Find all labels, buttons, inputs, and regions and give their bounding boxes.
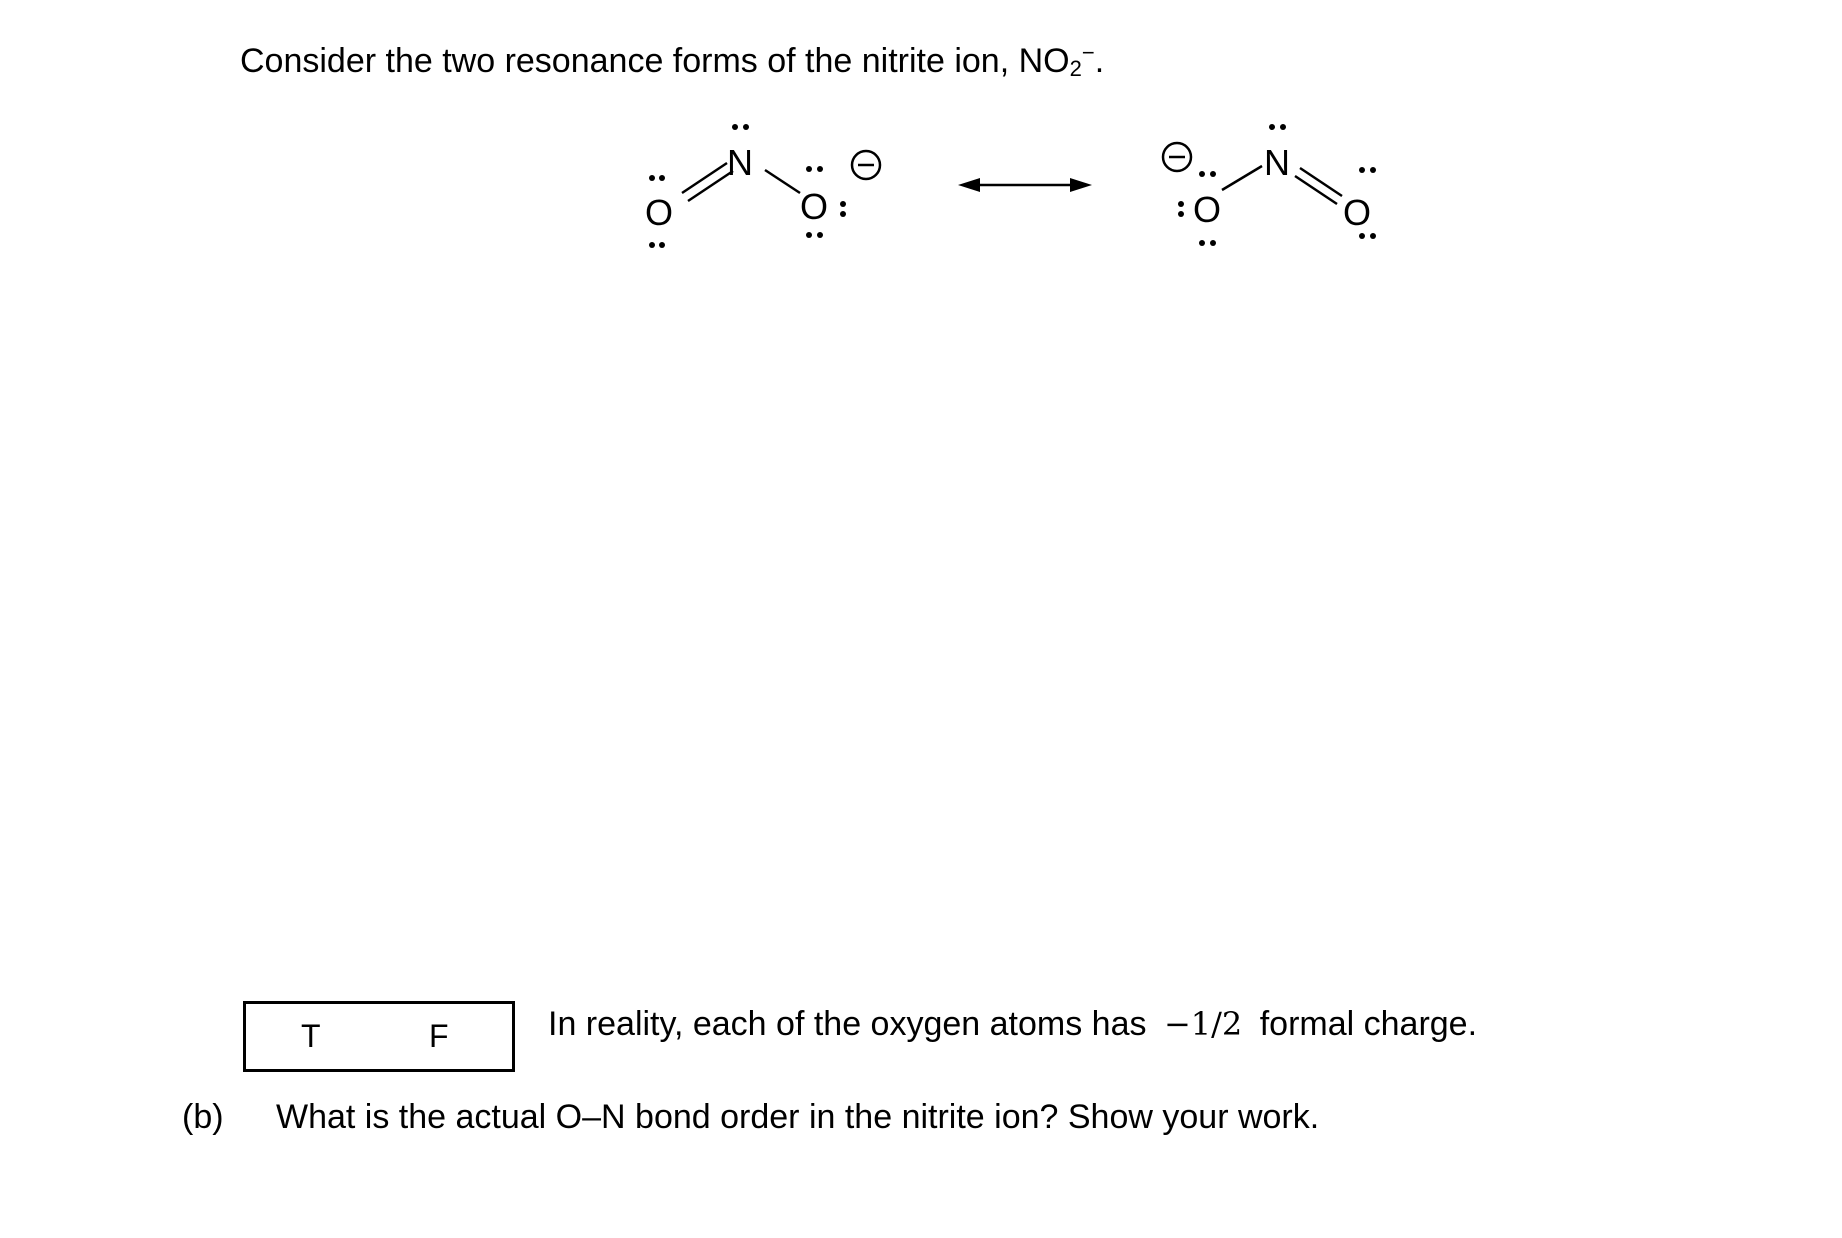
left-nitrogen: N xyxy=(727,142,753,183)
right-single-bond xyxy=(1222,166,1262,190)
formula-superscript: − xyxy=(1081,40,1095,65)
left-single-bond xyxy=(765,170,800,193)
right-oxygen-2: O xyxy=(1343,192,1372,233)
right-oxygen-1: O xyxy=(1193,189,1222,230)
left-oxygen-2: O xyxy=(800,186,829,227)
formula-subscript: 2 xyxy=(1069,56,1082,81)
right-double-bond-line-2 xyxy=(1295,176,1337,204)
true-false-box xyxy=(243,1001,515,1072)
statement-before: In reality, each of the oxygen atoms has xyxy=(548,1005,1147,1043)
right-double-bond-line-1 xyxy=(1300,168,1342,196)
right-nitrogen: N xyxy=(1264,142,1290,183)
true-false-statement xyxy=(548,1005,1477,1044)
left-negative-charge-icon xyxy=(852,151,880,179)
right-resonance-form xyxy=(1163,124,1376,246)
right-negative-charge-icon xyxy=(1163,143,1191,171)
left-resonance-form xyxy=(645,124,880,248)
part-b-label: (b) xyxy=(182,1098,224,1136)
resonance-structures xyxy=(0,0,1842,300)
true-option[interactable]: T xyxy=(301,1018,321,1054)
statement-math: −1/2 xyxy=(1163,1005,1243,1043)
intro-sentence: Consider the two resonance forms of the nitrite ion, NO xyxy=(240,42,1070,80)
false-option[interactable]: F xyxy=(429,1018,449,1054)
intro-period: . xyxy=(1094,42,1105,80)
statement-after: formal charge. xyxy=(1259,1005,1478,1043)
left-oxygen-1: O xyxy=(645,192,674,233)
resonance-arrow-icon xyxy=(958,178,1092,192)
part-b-question: What is the actual O–N bond order in the nitrite ion? Show your work. xyxy=(276,1098,1320,1136)
